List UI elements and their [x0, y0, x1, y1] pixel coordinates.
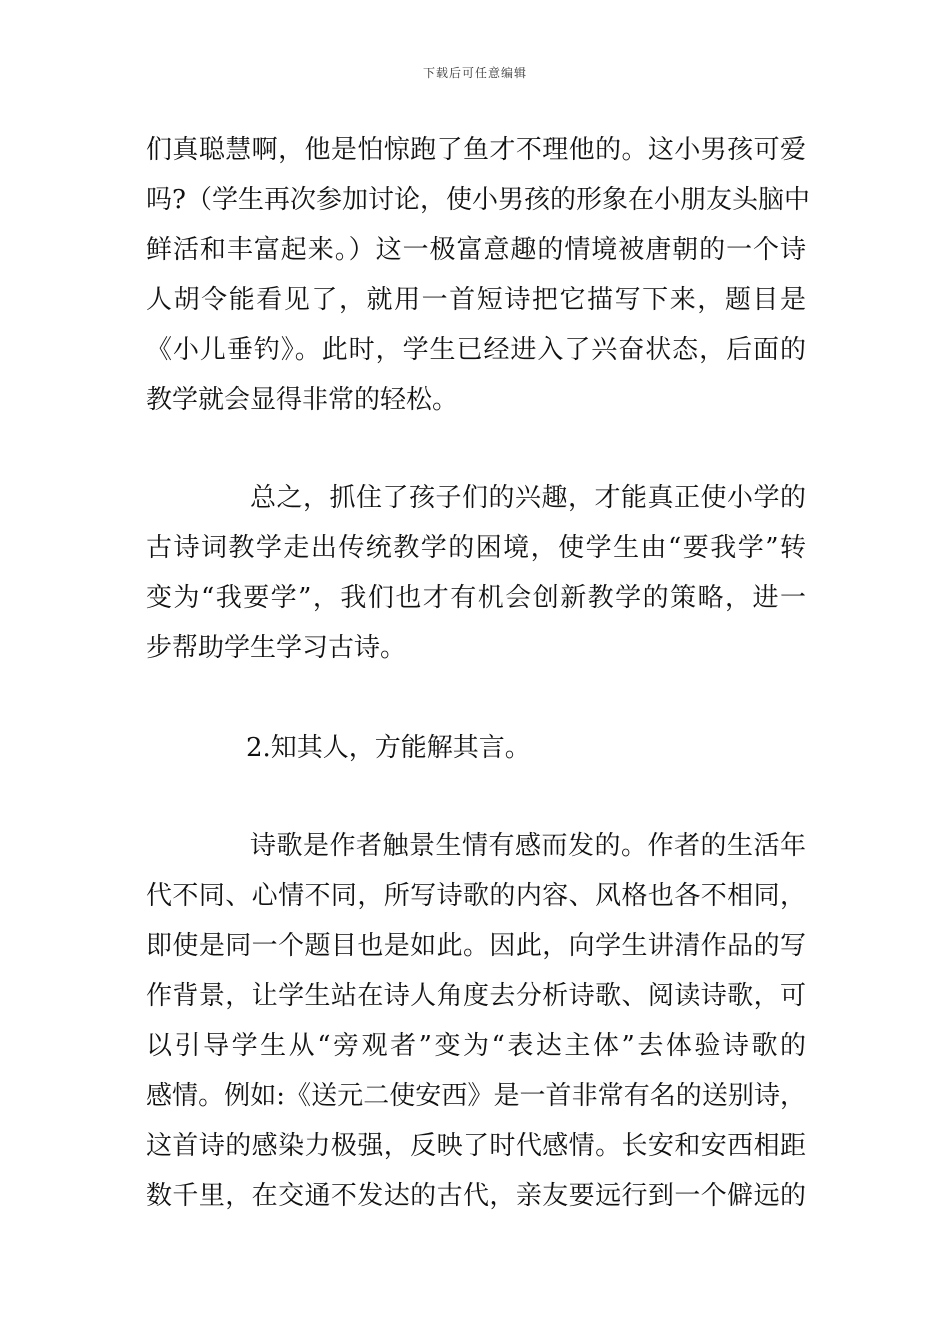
paragraph-1-line-6: 教学就会显得非常的轻松。	[146, 385, 459, 415]
paragraph-1-line-5: 《小儿垂钓》。此时，学生已经进入了兴奋状态，后面的	[146, 335, 806, 365]
paragraph-3-line-7: 这首诗的感染力极强，反映了时代感情。长安和安西相距	[146, 1131, 806, 1161]
paragraph-3-line-2: 代不同、心情不同，所写诗歌的内容、风格也各不相同，	[146, 881, 806, 911]
paragraph-2-line-2: 古诗词教学走出传统教学的困境，使学生由“要我学”转	[146, 533, 806, 563]
paragraph-3-line-5: 以引导学生从“旁观者”变为“表达主体”去体验诗歌的	[146, 1031, 806, 1061]
paragraph-2-line-4: 步帮助学生学习古诗。	[146, 633, 407, 663]
paragraph-3-line-8: 数千里，在交通不发达的古代，亲友要远行到一个僻远的	[146, 1181, 806, 1211]
paragraph-1-line-1: 们真聪慧啊，他是怕惊跑了鱼才不理他的。这小男孩可爱	[146, 135, 806, 165]
paragraph-3-line-1: 诗歌是作者触景生情有感而发的。作者的生活年	[250, 831, 806, 861]
paragraph-1-line-2: 吗?（学生再次参加讨论，使小男孩的形象在小朋友头脑中	[146, 185, 810, 215]
paragraph-3-line-4: 作背景，让学生站在诗人角度去分析诗歌、阅读诗歌，可	[146, 981, 806, 1011]
paragraph-3-line-3: 即使是同一个题目也是如此。因此，向学生讲清作品的写	[146, 931, 806, 961]
paragraph-1-line-3: 鲜活和丰富起来。）这一极富意趣的情境被唐朝的一个诗	[146, 235, 806, 265]
page-header: 下载后可任意编辑	[422, 66, 527, 80]
paragraph-1-line-4: 人胡令能看见了，就用一首短诗把它描写下来，题目是	[146, 285, 806, 315]
paragraph-2-line-3: 变为“我要学”，我们也才有机会创新教学的策略，进一	[146, 583, 806, 613]
paragraph-2-line-1: 总之，抓住了孩子们的兴趣，才能真正使小学的	[250, 483, 806, 513]
section-heading: 2.知其人，方能解其言。	[246, 733, 531, 763]
paragraph-3-line-6: 感情。例如:《送元二使安西》是一首非常有名的送别诗，	[146, 1081, 806, 1111]
